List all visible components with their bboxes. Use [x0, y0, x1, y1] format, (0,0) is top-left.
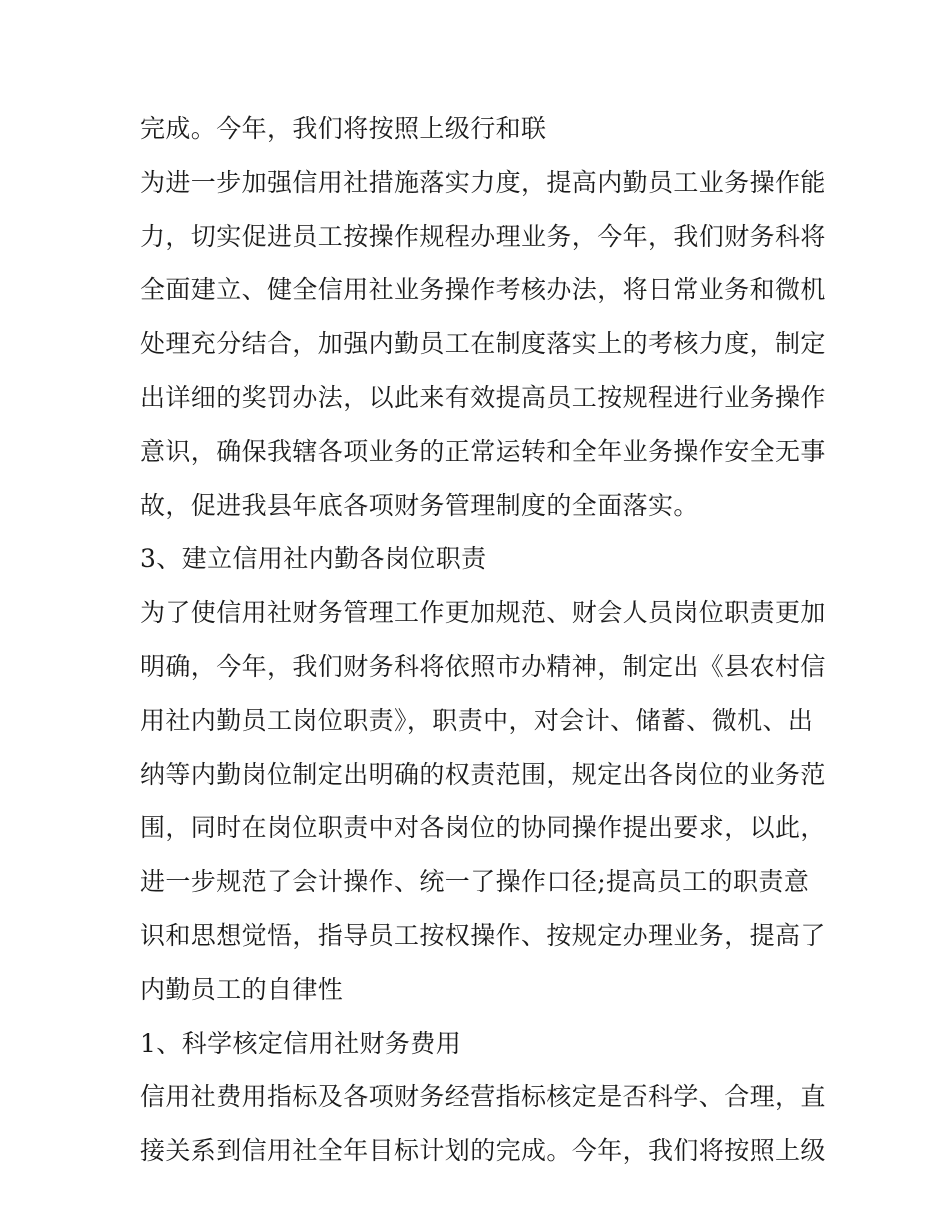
text-line: 内勤员工的自律性 — [140, 974, 344, 1004]
document-body — [140, 106, 830, 1182]
text-line: 纳等内勤岗位制定出明确的权责范围，规定出各岗位的业务范 — [140, 759, 826, 789]
text-line: 全面建立、健全信用社业务操作考核办法，将日常业务和微机 — [140, 275, 826, 305]
section-heading: 1、科学核定信用社财务费用 — [140, 1028, 462, 1058]
text-line: 进一步规范了会计操作、统一了操作口径;提高员工的职责意 — [140, 867, 810, 897]
text-line: 出详细的奖罚办法，以此来有效提高员工按规程进行业务操作 — [140, 382, 826, 412]
section-heading: 3、建立信用社内勤各岗位职责 — [140, 544, 487, 574]
text-line: 为进一步加强信用社措施落实力度，提高内勤员工业务操作能 — [140, 167, 826, 197]
text-line: 信用社费用指标及各项财务经营指标核定是否科学、合理，直 — [140, 1082, 826, 1112]
text-line: 处理充分结合，加强内勤员工在制度落实上的考核力度，制定 — [140, 329, 826, 359]
text-line: 完成。今年，我们将按照上级行和联 — [140, 114, 547, 143]
text-line: 为了使信用社财务管理工作更加规范、财会人员岗位职责更加 — [140, 598, 826, 628]
text-line: 意识，确保我辖各项业务的正常运转和全年业务操作安全无事 — [140, 436, 826, 466]
text-line: 围，同时在岗位职责中对各岗位的协同操作提出要求，以此， — [140, 813, 826, 843]
text-line: 力，切实促进员工按操作规程办理业务，今年，我们财务科将 — [140, 221, 826, 251]
text-line: 用社内勤员工岗位职责》，职责中，对会计、储蓄、微机、出 — [140, 705, 814, 735]
text-line: 识和思想觉悟，指导员工按权操作、按规定办理业务，提高了 — [140, 920, 826, 950]
text-line: 故，促进我县年底各项财务管理制度的全面落实。 — [140, 490, 699, 520]
text-line: 明确，今年，我们财务科将依照市办精神，制定出《县农村信 — [140, 651, 826, 681]
text-line: 接关系到信用社全年目标计划的完成。今年，我们将按照上级 — [140, 1136, 826, 1166]
